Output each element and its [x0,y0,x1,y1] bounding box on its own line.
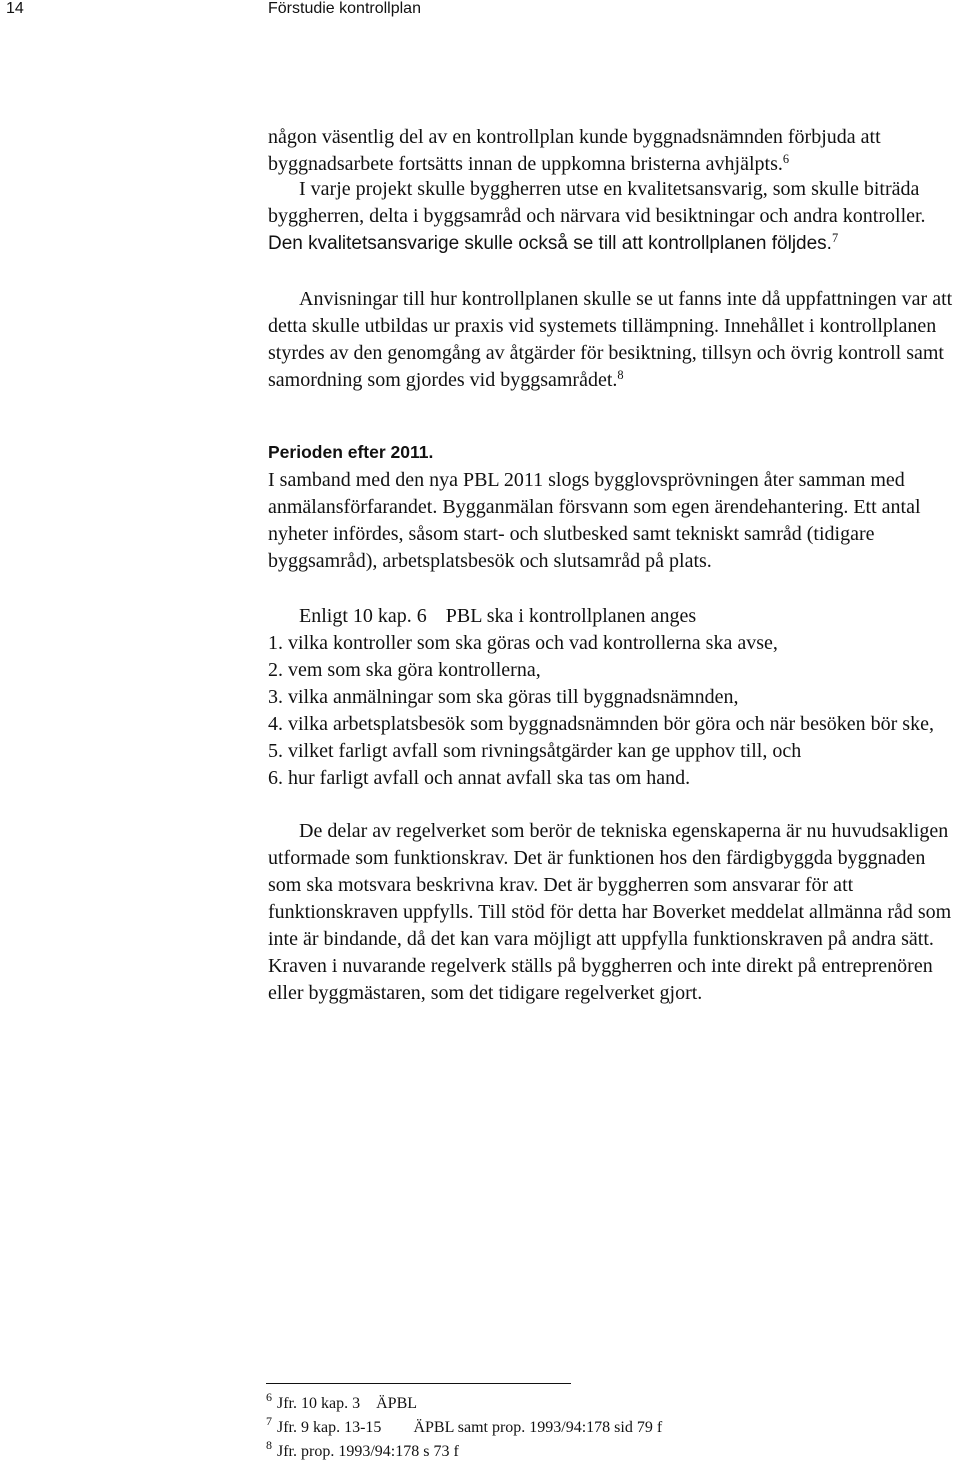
footnotes [266,1389,663,1464]
running-title: Förstudie kontrollplan [268,0,421,17]
list-item: 2. vem som ska göra kontrollerna, [268,659,541,681]
footnote-mark: 8 [266,1437,272,1452]
page-header [0,0,960,26]
footnote-mark: 7 [266,1413,272,1428]
list-item: 1. vilka kontroller som ska göras och vad kontrollerna ska avse, [268,632,778,654]
footnote-text: ÄPBL [376,1395,418,1412]
section-sign-icon [385,1420,393,1433]
footnote-divider [266,1383,571,1384]
page-number: 14 [6,0,24,17]
paragraph-3 [268,286,956,394]
paragraph-1 [268,124,956,178]
requirements-list [268,630,956,792]
section-sign-icon [364,1396,372,1409]
footnote-text: Jfr. 10 kap. 3 [277,1395,361,1412]
paragraph-2-text-a: I varje projekt skulle byggherren utse en kvalitetsansvarig, som skulle biträda byggherren, delta i byggsamråd och närvara vid besiktningar och andra kontroller. [268,178,926,227]
paragraph-5 [268,603,956,630]
footnote-ref-8[interactable]: 8 [617,368,624,383]
paragraph-6: De delar av regelverket som berör de tekniska egenskaperna är nu huvudsakligen utformade som funktionskrav. Det är funktionen hos den färdigbyggda byggnaden som ska motsvara beskrivna krav. Det är byggherren som ansvarar för att funktionskraven uppfylls. Till stöd för detta har Boverket meddelat allmänna råd som inte är bindande, då det kan vara möjligt att uppfylla funktionskraven på andra sätt. Kraven i nuvarande regelverk ställs på byggherren och inte direkt på entreprenören eller byggmästaren, som det tidigare regelverket gjort. [268,820,952,1004]
list-item: 5. vilket farligt avfall som rivningsåtgärder kan ge upphov till, och [268,740,802,762]
section-sign-icon [432,607,441,623]
footnote-ref-6[interactable]: 6 [782,152,790,167]
paragraph-1-text: någon väsentlig del av en kontrollplan kunde byggnadsnämnden förbjuda att byggnadsarbete fortsätts innan de uppkomna bristerna avhjälpts. [268,126,881,175]
footnote-text: Jfr. prop. 1993/94:178 s 73 f [277,1443,459,1460]
footnote-ref-7[interactable]: 7 [831,231,839,246]
paragraph-2 [268,176,956,257]
footnote-text: ÄPBL samt prop. 1993/94:178 sid 79 f [413,1419,663,1436]
footnote-text: Jfr. 9 kap. 13-15 [277,1419,382,1436]
paragraph-2-text-b: Den kvalitetsansvarige skulle också se till att kontrollplanen följdes. [268,233,832,254]
footnote-6 [266,1389,662,1416]
paragraph-4: I samband med den nya PBL 2011 slogs bygglovsprövningen åter samman med anmälansförfarandet. Bygganmälan försvann som egen ärendehantering. Ett antal nyheter infördes, såsom start- och slutbesked samt tekniskt samråd (tidigare byggsamråd), arbetsplatsbesök och slutsamråd på plats. [268,469,921,572]
footnote-mark: 6 [266,1389,272,1404]
section-sign-icon [401,1420,409,1433]
footnote-8 [266,1437,662,1464]
list-item: 6. hur farligt avfall och annat avfall ska tas om hand. [268,767,691,789]
list-item: 3. vilka anmälningar som ska göras till byggnadsnämnden, [268,686,739,708]
section-heading: Perioden efter 2011. [268,442,434,462]
paragraph-3-text: Anvisningar till hur kontrollplanen skulle se ut fanns inte då uppfattningen var att detta skulle utbildas ur praxis vid systemets tillämpning. Innehållet i kontrollplanen styrdes av den genomgång av åtgärder för besiktning, tillsyn och övrig kontroll samt samordning som gjordes vid byggsamrådet. [268,288,953,391]
paragraph-5-text-b: PBL ska i kontrollplanen anges [445,605,697,627]
paragraph-5-text-a: Enligt 10 kap. 6 [299,605,427,627]
footnote-7 [266,1413,663,1440]
list-item: 4. vilka arbetsplatsbesök som byggnadsnämnden bör göra och när besöken bör ske, [268,713,934,735]
